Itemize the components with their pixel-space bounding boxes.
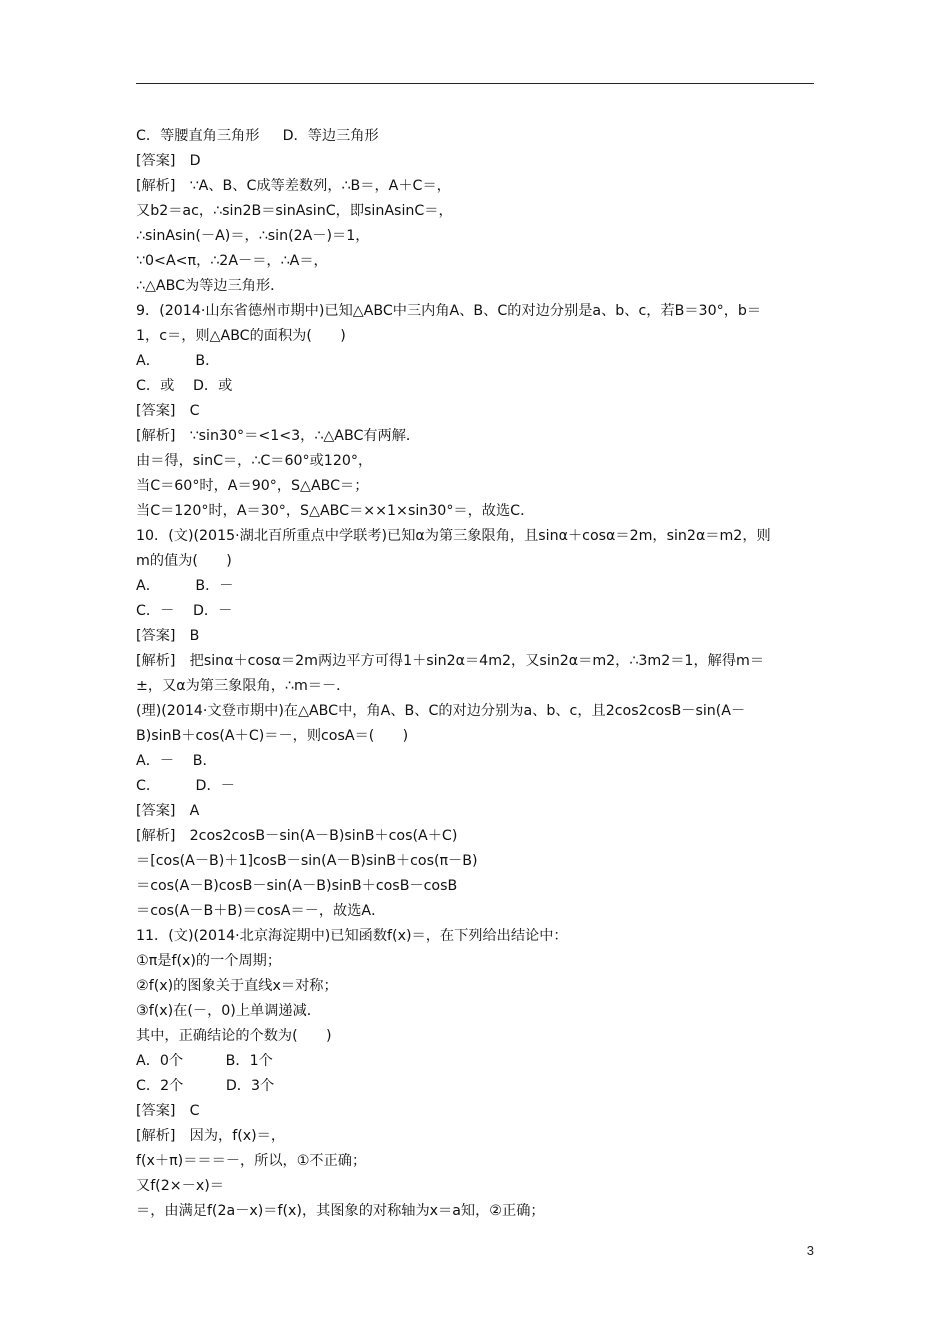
text-line: 1，c＝，则△ABC的面积为( ) — [136, 328, 346, 344]
text-line: ＝[cos(A－B)＋1]cosB－sin(A－B)sinB＋cos(π－B) — [136, 853, 478, 869]
text-line: 10．(文)(2015·湖北百所重点中学联考)已知α为第三象限角，且sinα＋cosα＝2m，sin2α＝m2，则 — [136, 528, 771, 544]
text-line: ∵0<A<π，∴2A－＝，∴A＝， — [136, 253, 328, 269]
text-line: C．2个 D．3个 — [136, 1078, 275, 1094]
text-line: [解析] ∵A、B、C成等差数列，∴B＝，A＋C＝， — [136, 178, 451, 194]
text-line: ＝，由满足f(2a－x)＝f(x)，其图象的对称轴为x＝a知，②正确； — [136, 1203, 545, 1219]
text-line: 又f(2×－x)＝ — [136, 1178, 224, 1194]
text-line: A． B． — [136, 353, 220, 369]
text-line: A．－ B． — [136, 753, 217, 769]
text-line: 11．(文)(2014·北京海淀期中)已知函数f(x)＝，在下列给出结论中： — [136, 928, 568, 944]
text-line: [解析] ∵sin30°＝<1<3，∴△ABC有两解． — [136, 428, 421, 444]
text-line: ±，又α为第三象限角，∴m＝－． — [136, 678, 351, 694]
text-line: [解析] 因为，f(x)＝， — [136, 1128, 286, 1144]
text-line: 当C＝60°时，A＝90°，S△ABC＝； — [136, 478, 369, 494]
text-line: C．或 D．或 — [136, 378, 233, 394]
text-line: A． B．－ — [136, 578, 234, 594]
text-line: (理)(2014·文登市期中)在△ABC中，角A、B、C的对边分别为a、b、c，且2cos2cosB－sin(A－ — [136, 703, 746, 719]
page-number: 3 — [806, 1243, 814, 1258]
text-line: [解析] 把sinα＋cosα＝2m两边平方可得1＋sin2α＝4m2，又sin2α＝m2，∴3m2＝1，解得m＝ — [136, 653, 765, 669]
text-line: m的值为( ) — [136, 553, 232, 569]
text-line: B)sinB＋cos(A＋C)＝－，则cosA＝( ) — [136, 728, 409, 744]
text-line: 当C＝120°时，A＝30°，S△ABC＝××1×sin30°＝，故选C． — [136, 503, 535, 519]
text-line: 其中，正确结论的个数为( ) — [136, 1028, 332, 1044]
text-line: C．－ D．－ — [136, 603, 233, 619]
text-line: f(x＋π)＝＝＝－，所以，①不正确； — [136, 1153, 367, 1169]
text-line: [答案] D — [136, 153, 201, 169]
text-line: [答案] C — [136, 1103, 200, 1119]
text-line: [解析] 2cos2cosB－sin(A－B)sinB＋cos(A＋C) — [136, 828, 458, 844]
header-rule — [136, 83, 814, 84]
text-line: ③f(x)在(－，0)上单调递减． — [136, 1003, 321, 1019]
text-line: ①π是f(x)的一个周期； — [136, 953, 282, 969]
text-line: ②f(x)的图象关于直线x＝对称； — [136, 978, 338, 994]
text-line: [答案] A — [136, 803, 200, 819]
text-line: ＝cos(A－B＋B)＝cosA＝－，故选A． — [136, 903, 386, 919]
text-line: ＝cos(A－B)cosB－sin(A－B)sinB＋cosB－cosB — [136, 878, 458, 894]
text-line: C． D．－ — [136, 778, 235, 794]
document-body — [136, 124, 816, 1224]
text-line: [答案] B — [136, 628, 200, 644]
text-line: 由＝得，sinC＝，∴C＝60°或120°， — [136, 453, 373, 469]
text-line: 9．(2014·山东省德州市期中)已知△ABC中三内角A、B、C的对边分别是a、b、c，若B＝30°，b＝ — [136, 303, 762, 319]
text-line: 又b2＝ac，∴sin2B＝sinAsinC，即sinAsinC＝， — [136, 203, 453, 219]
text-line: ∴sinAsin(－A)＝，∴sin(2A－)＝1， — [136, 228, 370, 244]
text-line: A．0个 B．1个 — [136, 1053, 273, 1069]
text-line: ∴△ABC为等边三角形． — [136, 278, 285, 294]
text-line: C．等腰直角三角形 D．等边三角形 — [136, 128, 379, 144]
text-line: [答案] C — [136, 403, 200, 419]
